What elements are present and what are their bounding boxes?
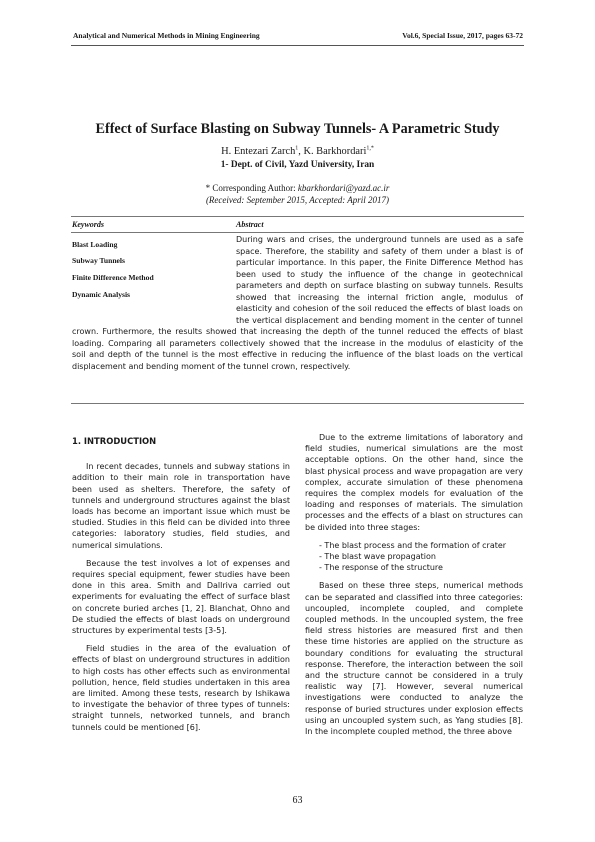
keyword: Blast Loading	[72, 240, 118, 249]
author-separator: ,	[298, 146, 304, 157]
abstract-line: loading. Comparing all parameters collectively showed that the increase in the modulus of elasticity of the	[72, 338, 523, 348]
corresponding-email: kbarkhordari@yazd.ac.ir	[297, 183, 390, 193]
list-item: - The blast wave propagation	[319, 552, 436, 562]
abstract-line: showed that increasing the internal friction angle, modulus of	[236, 292, 523, 302]
table-header-rule	[71, 232, 524, 233]
affiliation: 1- Dept. of Civil, Yazd University, Iran	[220, 160, 375, 170]
corresponding-label: * Corresponding Author:	[205, 183, 298, 193]
keyword: Subway Tunnels	[72, 256, 125, 265]
abstract-line: displacement and bending moment of the tunnel crown, respectively.	[72, 361, 351, 371]
abstract-line: crown. Furthermore, the results showed that increasing the depth of the tunnel reduced the effects of blast	[72, 327, 523, 336]
header-divider	[71, 45, 524, 46]
abstract-line: parameters and depth on surface blasting on subway tunnels. Results	[236, 281, 523, 290]
keyword: Dynamic Analysis	[72, 290, 131, 299]
paragraph: Because the test involves a lot of expenses and requires special equipment, fewer studies have been done in this area. Smith and Dallriva carried out experiments for evaluating the effect of surface blast on concrete buried arches [1, 2]. Blanchat, Ohno and De studied the effects of blast loads on underground structures by experimental tests [3-5].	[72, 558, 290, 636]
right-column	[305, 432, 523, 744]
table-bottom-rule	[71, 403, 524, 404]
paragraph: Based on these three steps, numerical methods can be separated and classified into three categories: uncoupled, incomplete coupled, and complete coupled methods. In the uncoupled system, the free field stress histories are measured first and then these time histories are applied on the structure as boundary conditions for evaluating the structural response. Therefore, the interaction between the soil and the structure cannot be considered in a truly realistic way [7]. However, several numerical investigations were conducted to analyze the response of buried structures under explosion effects using an uncoupled system such, as Yang studies [8]. In the incomplete coupled method, the three above	[305, 581, 523, 737]
abstract-line: During wars and crises, the underground tunnels are used as a safe	[236, 235, 523, 244]
author-2: K. Barkhordari	[303, 146, 367, 157]
paragraph: In recent decades, tunnels and subway stations in addition to their main role in transportation have been used as shelters. Therefore, the safety of tunnels and underground structures against the blast loads has become an important issue which must be studied. Studies in this field can be divided into three categories: laboratory studies, field studies, and numerical simulations.	[72, 462, 290, 550]
left-column	[72, 432, 290, 740]
abstract-line: space. Therefore, the stability and safety of them under a blast is of	[236, 246, 523, 256]
corresponding-author	[0, 183, 595, 193]
table-top-rule	[71, 216, 524, 217]
stages-list	[305, 540, 523, 574]
list-item: - The blast process and the formation of crater	[319, 540, 507, 550]
journal-header: Analytical and Numerical Methods in Mining Engineering	[73, 31, 260, 40]
page-number: 63	[292, 795, 303, 806]
paper-title: Effect of Surface Blasting on Subway Tunnels- A Parametric Study	[95, 121, 500, 137]
abstract-line: soil and depth of the tunnel is the most effective in reducing the influence of the blast loads on the vertical	[72, 350, 523, 359]
keyword: Finite Difference Method	[72, 273, 154, 282]
section-heading: 1. INTRODUCTION	[72, 436, 157, 446]
author-2-affiliation-mark: 1,*	[366, 145, 374, 152]
abstract-heading: Abstract	[236, 220, 264, 229]
paragraph: Field studies in the area of the evaluation of effects of blast on underground structures in addition to high costs has other effects such as environmental pollution, hence, field studies undertaken in this area are limited. Among these tests, research by Ishikawa to investigate the behavior of three types of tunnels: straight tunnels, networked tunnels, and branch tunnels could be mentioned [6].	[72, 644, 290, 732]
abstract-line: elasticity and cohesion of the soil reduced the effects of blast loads on	[236, 304, 523, 313]
authors	[0, 146, 595, 157]
received-dates: (Received: September 2015, Accepted: April 2017)	[205, 195, 390, 205]
author-1: H. Entezari Zarch	[221, 146, 296, 157]
volume-header: Vol.6, Special Issue, 2017, pages 63-72	[402, 31, 523, 40]
paragraph: Due to the extreme limitations of laboratory and field studies, numerical simulations are the most acceptable options. On the other hand, since the blast physical process and wave propagation are very complex, accurate simulation of these phenomena requires the complex models for evaluation of the loading and responses of materials. The simulation processes and the effects of a blast on structures can be divided into three stages:	[305, 433, 523, 532]
abstract-line: been used to study the influence of the change in geotechnical	[236, 269, 523, 279]
abstract-line: the vertical displacement and bending moment in the center of tunnel	[236, 315, 523, 325]
author-1-affiliation-mark: 1	[295, 145, 299, 152]
abstract-line: particular importance. In this paper, the Finite Difference Method has	[236, 258, 523, 267]
list-item: - The response of the structure	[319, 563, 443, 573]
keywords-heading: Keywords	[72, 220, 104, 229]
